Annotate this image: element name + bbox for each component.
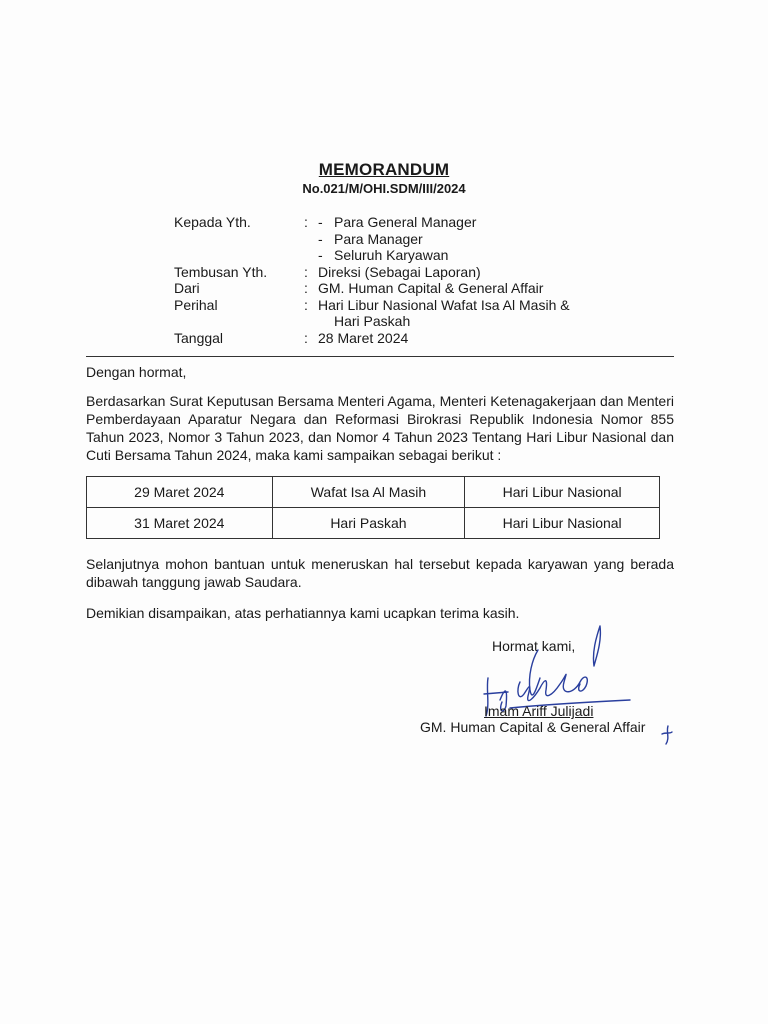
holiday-type: Hari Libur Nasional	[465, 477, 660, 508]
recipient-item: Para Manager	[334, 230, 423, 247]
colon: :	[304, 296, 308, 313]
recipient-item: Para General Manager	[334, 214, 477, 230]
subject-label: Perihal	[174, 296, 218, 313]
from-row	[174, 280, 638, 297]
holiday-table	[86, 476, 660, 539]
divider	[86, 356, 674, 357]
cc-label: Tembusan Yth.	[174, 263, 268, 280]
recipient-label: Kepada Yth.	[174, 214, 251, 230]
date-label: Tanggal	[174, 329, 224, 346]
dash: -	[318, 247, 323, 263]
signatory-position: GM. Human Capital & General Affair	[420, 719, 646, 735]
from-value: GM. Human Capital & General Affair	[318, 280, 544, 296]
greeting: Dengan hormat,	[86, 364, 187, 380]
date-row	[174, 330, 638, 347]
cc-value: Direksi (Sebagai Laporan)	[318, 263, 481, 280]
memo-number: No.021/M/OHI.SDM/III/2024	[302, 181, 466, 196]
dash: -	[318, 214, 323, 230]
subject-line: Hari Libur Nasional Wafat Isa Al Masih &	[318, 296, 570, 313]
recipient-item: Seluruh Karyawan	[334, 247, 449, 263]
signatory-name: Imam Ariff Julijadi	[484, 703, 594, 719]
memo-header-block	[174, 214, 638, 346]
holiday-event: Wafat Isa Al Masih	[272, 477, 465, 508]
colon: :	[304, 263, 308, 280]
handwritten-signature	[480, 620, 680, 760]
holiday-event: Hari Paskah	[272, 508, 465, 539]
table-row	[87, 508, 660, 539]
subject-row	[174, 297, 638, 330]
colon: :	[304, 280, 308, 296]
from-label: Dari	[174, 280, 200, 296]
date-value: 28 Maret 2024	[318, 329, 409, 346]
recipient-row	[174, 214, 638, 264]
subject-line: Hari Paskah	[334, 313, 411, 329]
holiday-date: 29 Maret 2024	[87, 477, 273, 508]
list-item	[318, 247, 638, 264]
subject-value	[318, 297, 638, 330]
holiday-date: 31 Maret 2024	[87, 508, 273, 539]
table-row	[87, 477, 660, 508]
paragraph-intro: Berdasarkan Surat Keputusan Bersama Menteri Agama, Menteri Ketenagakerjaan dan Menteri Pemberdayaan Aparatur Negara dan Reformasi Birokrasi Republik Indonesia Nomor 855 Tahun 2023, Nomor 3 Tahun 2023, dan Nomor 4 Tahun 2023 Tentang Hari Libur Nasional dan Cuti Bersama Tahun 2024, maka kami sampaikan sebagai berikut :	[86, 393, 674, 463]
cc-row	[174, 264, 638, 281]
signature-closing: Hormat kami,	[492, 638, 576, 654]
list-item	[318, 214, 638, 231]
memo-title: MEMORANDUM	[318, 160, 450, 179]
holiday-type: Hari Libur Nasional	[465, 508, 660, 539]
paragraph-request: Selanjutnya mohon bantuan untuk meneruskan hal tersebut kepada karyawan yang berada dibawah tanggung jawab Saudara.	[86, 556, 674, 590]
paragraph-closing: Demikian disampaikan, atas perhatiannya kami ucapkan terima kasih.	[86, 605, 520, 621]
dash: -	[318, 230, 323, 247]
colon: :	[304, 329, 308, 346]
list-item	[318, 231, 638, 248]
colon: :	[304, 214, 308, 230]
recipient-list	[318, 214, 638, 264]
